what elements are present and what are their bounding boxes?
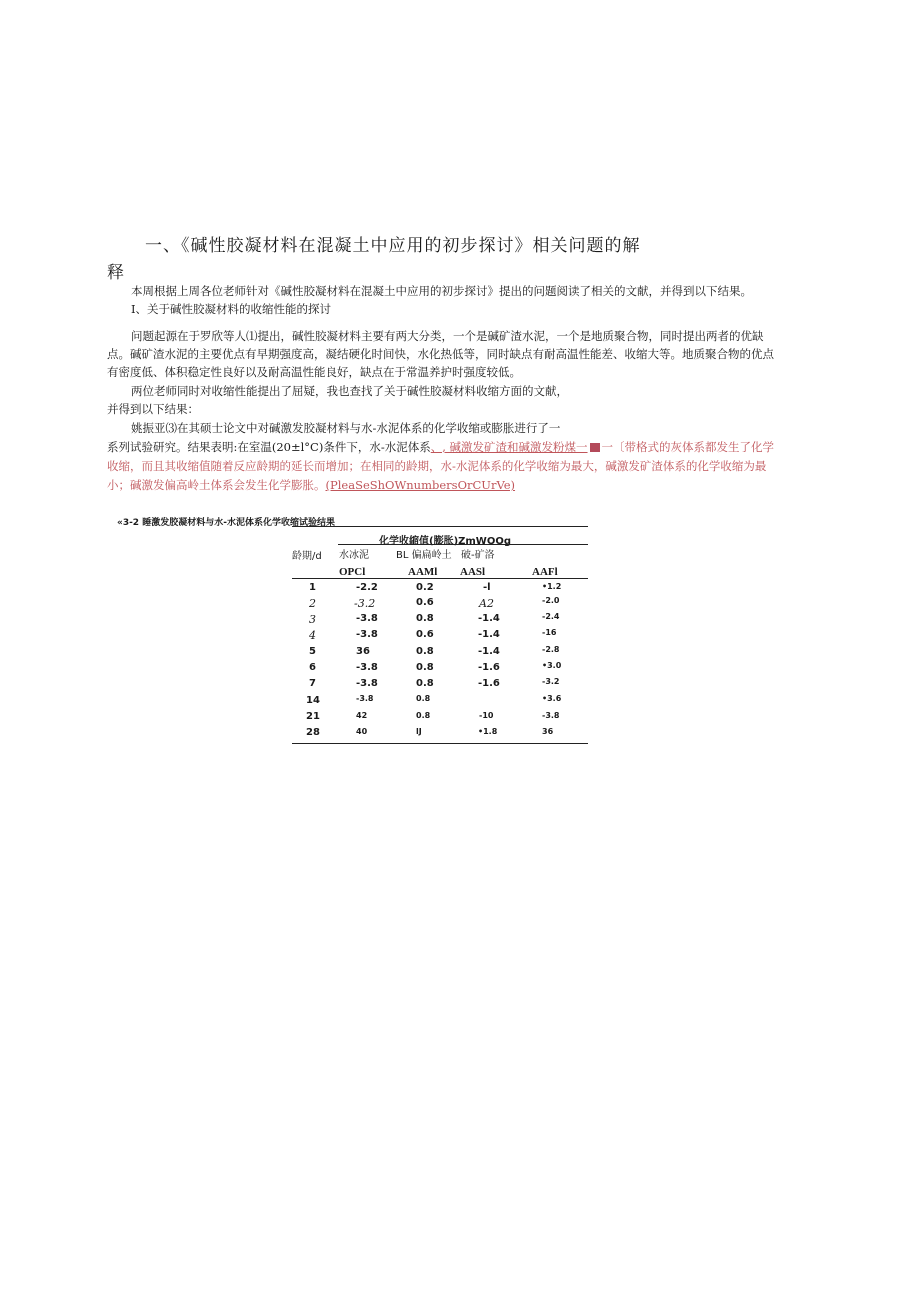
table-cell: 7 (309, 678, 316, 689)
paragraph-line: 姚振亚⑶在其硕士论文中对碱激发胶凝材料与水-水泥体系的化学收缩或膨胀进行了一 (131, 421, 561, 435)
table-cell: -3.8 (356, 613, 378, 624)
table-cell: 0.6 (416, 597, 434, 608)
tracked-text-line (107, 478, 515, 492)
table-cell: 0.2 (416, 582, 434, 593)
paragraph-line: 有密度低、体积稳定性良好以及耐高温性能良好，缺点在于常温养护时强度较低。 (107, 365, 521, 379)
table-cell: 6 (309, 662, 316, 673)
table-cell: 28 (306, 727, 320, 738)
paragraph-line-with-revision (107, 440, 774, 454)
table-cell: 0.8 (416, 694, 431, 703)
table-bottom-rule (292, 743, 588, 744)
table-cell: 5 (309, 646, 316, 657)
tracked-text-line: 收缩，而且其收缩值随着反应龄期的延长而增加；在相同的龄期，水-水泥体系的化学收缩为最大，碱激发矿渣体系的化学收缩为最 (107, 459, 767, 473)
table-cell: 21 (306, 711, 320, 722)
table-cell: 40 (356, 727, 368, 736)
table-cell: A2 (479, 597, 494, 610)
table-cell: -l (483, 582, 491, 593)
table-cell: -1.6 (478, 662, 500, 673)
table-cell: -16 (542, 628, 557, 637)
table-cell: -1.6 (478, 678, 500, 689)
tracked-insertion: 、, 碱激发矿渣和碱激发粉煤一 (430, 440, 588, 454)
table-cell: -10 (479, 711, 494, 720)
table-cell: -2.2 (356, 582, 378, 593)
table-cell: •3.0 (542, 661, 562, 670)
paragraph-text: 系列试验研究。结果表明:在室温(20±l°C)条件下，水-水泥体系 (107, 440, 431, 454)
table-header-rule (292, 578, 588, 579)
table-column-group-header: 化学收縮值(膨胀)ZmWOOg (379, 536, 512, 547)
table-cell: -3.8 (542, 711, 560, 720)
revision-marker-icon (590, 443, 600, 452)
table-cell: -2.4 (542, 612, 560, 621)
table-cell: 1 (309, 582, 316, 593)
table-cell: -3.2 (354, 597, 376, 610)
tracked-text: 小；碱激发偏高岭土体系会发生化学膨胀。 (107, 478, 326, 492)
table-cell: 36 (356, 646, 370, 657)
table-column-header: AAMl (408, 566, 438, 578)
table-cell: -3.8 (356, 694, 374, 703)
table-cell: •3.6 (542, 694, 562, 703)
table-cell: 0.8 (416, 711, 431, 720)
table-column-header: OPCl (339, 566, 366, 578)
table-cell: -3.2 (542, 677, 560, 686)
table-cell: 0.8 (416, 662, 434, 673)
table-cell: 0.8 (416, 613, 434, 624)
table-cell: 14 (306, 695, 320, 706)
table-cell: -1.4 (478, 613, 500, 624)
table-top-rule (292, 526, 588, 527)
table-column-header: AASl (460, 566, 486, 578)
table-cell: lJ (416, 727, 422, 736)
table-cell: •1.8 (478, 727, 498, 736)
reviewer-note: (PleaSeShOWnumbersOrCUrVe) (325, 478, 516, 492)
table-cell: -2.8 (542, 645, 560, 654)
table-cell: -3.8 (356, 678, 378, 689)
table-cell: 0.8 (416, 646, 434, 657)
table-row-header: 龄期/d (292, 551, 322, 562)
table-cell: 42 (356, 711, 368, 720)
table-cell: •1.2 (542, 582, 562, 591)
table-cell: -3.8 (356, 662, 378, 673)
table-cell: 4 (309, 629, 316, 642)
table-cell: -1.4 (478, 629, 500, 640)
table-cell: 36 (542, 727, 554, 736)
table-cell: 0.6 (416, 629, 434, 640)
table-column-header: AAFl (532, 566, 558, 578)
table-sub-header: 水冰泥 (339, 550, 369, 561)
table-sub-header: BL 偏扁岭土 (396, 550, 452, 561)
section-title: I、关于碱性胶凝材料的收缩性能的探讨 (131, 302, 332, 316)
paragraph-line: 点。碱矿渣水泥的主要优点有早期强度高，凝结硬化时间快，水化热低等，同时缺点有耐高温性能差、收缩大等。地质聚合物的优点 (107, 347, 774, 361)
table-sub-header: 破-矿洛 (461, 550, 495, 561)
table-cell: 3 (309, 613, 316, 626)
heading-line-2: 释 (107, 263, 125, 283)
paragraph-line: 两位老师同时对收缩性能提出了屈疑，我也查找了关于碱性胶凝材料收缩方面的文献， (131, 384, 568, 398)
revision-comment-label[interactable]: 一〔带格式的 (601, 440, 671, 454)
paragraph-intro: 本周根据上周各位老师针对《碱性胶凝材料在混凝土中应用的初步探讨》提出的问题阅读了相关的文献，并得到以下结果。 (131, 284, 752, 298)
table-cell: -2.0 (542, 596, 560, 605)
paragraph-line: 问题起源在于罗欣等人⑴提出，碱性胶凝材料主要有两大分类，一个是碱矿渣水泥，一个是地质聚合物，同时提出两者的优缺 (131, 329, 764, 343)
table-cell: -1.4 (478, 646, 500, 657)
table-cell: 0.8 (416, 678, 434, 689)
tracked-text: 灰体系都发生了化学 (670, 440, 775, 454)
table-cell: -3.8 (356, 629, 378, 640)
table-cell: 2 (309, 597, 316, 610)
paragraph-line: 并得到以下结果： (107, 402, 199, 416)
table-group-rule (338, 544, 588, 545)
table-caption: «3-2 睡激发胶凝材料与水-水泥体系化学收缩试验结果 (117, 518, 335, 528)
heading-line-1: 一、《碱性胶凝材料在混凝土中应用的初步探讨》相关问题的解 (145, 236, 641, 256)
